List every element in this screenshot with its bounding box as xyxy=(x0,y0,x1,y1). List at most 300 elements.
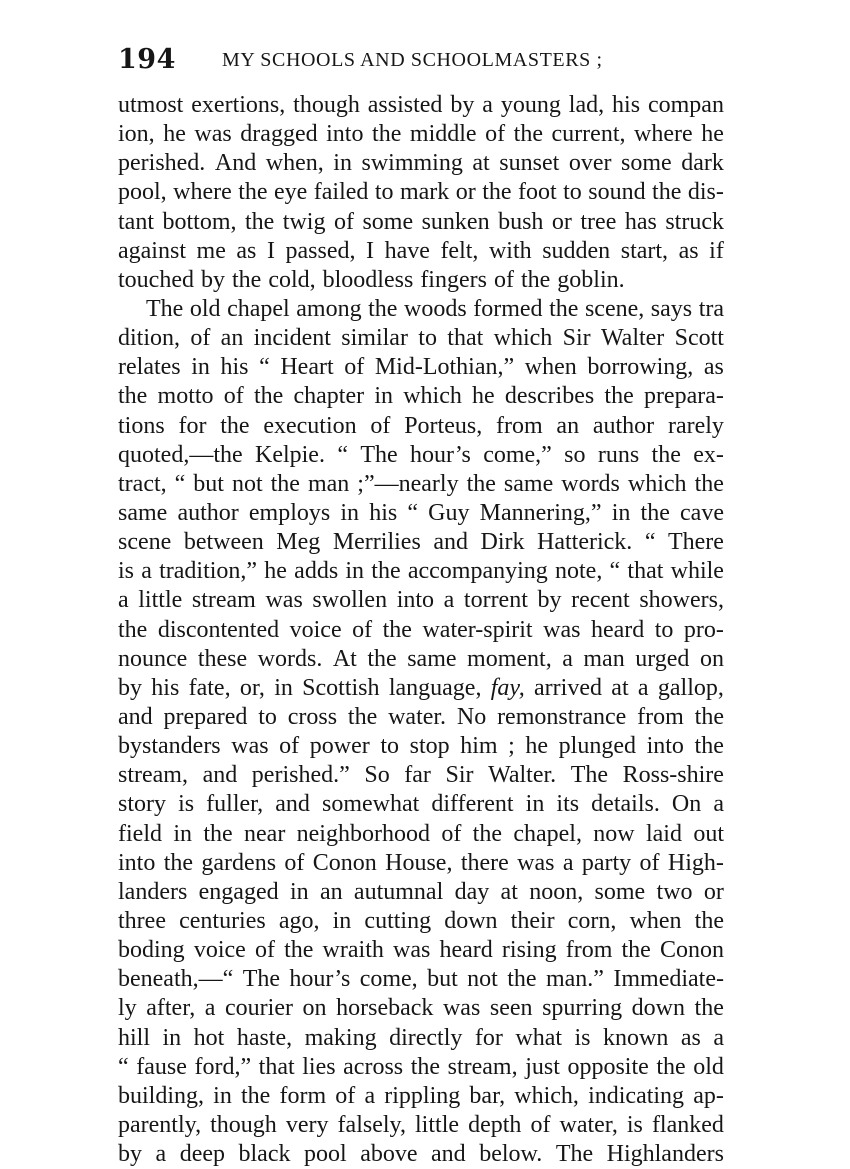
text-word: scene xyxy=(118,529,172,556)
text-word: where xyxy=(634,121,693,148)
text-word: over xyxy=(568,150,612,177)
text-word: at xyxy=(611,674,629,701)
text-word: noon, xyxy=(529,878,584,905)
text-word: have xyxy=(384,237,430,264)
text-word: engaged xyxy=(198,878,279,905)
text-word: into xyxy=(646,733,684,760)
text-word: party xyxy=(581,849,632,876)
text-word: chapel xyxy=(227,295,290,322)
text-word: there xyxy=(460,849,509,876)
text-word: far xyxy=(404,762,431,789)
text-word: of xyxy=(223,383,244,410)
text-word: when xyxy=(629,907,682,934)
text-word: is xyxy=(178,791,195,818)
text-word: tra xyxy=(698,295,724,322)
text-word: of xyxy=(493,266,514,293)
text-word: Merrilies xyxy=(332,529,421,556)
text-word: voice xyxy=(289,616,342,643)
text-word: come, xyxy=(359,966,418,993)
text-word: Walter. xyxy=(488,762,557,789)
text-word: directly xyxy=(389,1024,463,1051)
text-word: ex- xyxy=(693,441,724,468)
text-word: and xyxy=(202,762,238,789)
text-word: very xyxy=(285,1111,329,1138)
text-word: pro- xyxy=(683,616,724,643)
text-word: indicating xyxy=(588,1082,685,1109)
text-word: the xyxy=(694,907,724,934)
text-word: after, xyxy=(146,995,196,1022)
text-word: stream, xyxy=(118,762,188,789)
text-word: which xyxy=(493,325,553,352)
text-word: for xyxy=(178,412,207,439)
text-line xyxy=(118,353,724,382)
text-word: he xyxy=(525,733,549,760)
text-word: similar xyxy=(341,325,408,352)
text-word: of xyxy=(485,121,506,148)
text-word: says xyxy=(650,295,693,322)
text-word: rarely xyxy=(667,412,724,439)
text-word: the xyxy=(118,616,148,643)
text-word: ; xyxy=(508,733,515,760)
text-word: the xyxy=(410,1053,441,1080)
text-word: the xyxy=(382,616,412,643)
text-word: ago, xyxy=(278,907,320,934)
text-word: bar, xyxy=(469,1082,506,1109)
text-word: sound xyxy=(588,179,646,206)
text-word: their xyxy=(510,907,555,934)
text-word: tree xyxy=(580,208,617,235)
text-word: quoted,—the xyxy=(118,441,243,468)
text-word: the xyxy=(231,266,262,293)
text-line xyxy=(118,208,724,237)
text-word: that xyxy=(258,1053,295,1080)
text-word: current, xyxy=(551,121,626,148)
text-word: the xyxy=(284,937,314,964)
text-word: by xyxy=(118,674,142,701)
text-word: Sir xyxy=(562,325,591,352)
text-line xyxy=(118,120,724,149)
text-word: of xyxy=(333,208,354,235)
text-word: incident xyxy=(253,325,331,352)
text-word: discontented xyxy=(157,616,280,643)
text-word: formed xyxy=(473,295,543,322)
text-word: sunset xyxy=(499,150,560,177)
text-word: was xyxy=(442,995,481,1022)
text-word: which, xyxy=(514,1082,579,1109)
text-word: when, xyxy=(265,150,324,177)
text-word: to xyxy=(258,703,277,730)
text-word: tract, xyxy=(118,470,167,497)
text-word: rippling xyxy=(384,1082,461,1109)
text-word: somewhat xyxy=(322,791,420,818)
text-word: ;”—nearly xyxy=(357,470,459,497)
text-word: perished.” xyxy=(251,762,350,789)
text-word: that xyxy=(627,558,664,585)
text-word: plunged xyxy=(558,733,636,760)
text-word: language, xyxy=(388,674,482,701)
text-word: he xyxy=(163,121,186,148)
text-word: courier xyxy=(225,995,293,1022)
text-word: seen xyxy=(489,995,533,1022)
text-word: touched xyxy=(118,266,194,293)
text-line xyxy=(118,936,724,965)
text-word: “ xyxy=(174,470,186,497)
text-word: of xyxy=(530,1111,551,1138)
text-word: stream, xyxy=(447,1053,518,1080)
text-word: employs xyxy=(248,499,331,526)
text-word: middle xyxy=(409,121,477,148)
text-word: to xyxy=(380,733,400,760)
text-word: motto xyxy=(157,383,214,410)
text-word: Guy xyxy=(428,499,470,526)
text-word: above xyxy=(360,1141,418,1168)
page-number: 194 xyxy=(118,44,176,75)
text-word: “ xyxy=(259,354,270,381)
text-word: different xyxy=(431,791,514,818)
text-word: the xyxy=(694,733,724,760)
text-word: torrent xyxy=(463,587,528,614)
text-word: is xyxy=(118,558,135,585)
text-word: There xyxy=(667,529,724,556)
text-word: the xyxy=(652,179,682,206)
text-word: to xyxy=(418,325,437,352)
text-word: Highlanders xyxy=(606,1141,724,1168)
text-word: of xyxy=(352,616,373,643)
text-word: neighborhood xyxy=(296,820,430,847)
text-word: eye xyxy=(274,179,308,206)
text-word: and xyxy=(118,703,153,730)
text-word: me xyxy=(196,237,226,264)
text-word: cross xyxy=(287,703,338,730)
text-word: dition, xyxy=(118,325,181,352)
text-word: and xyxy=(431,1141,466,1168)
text-word: the xyxy=(520,266,551,293)
text-word: same xyxy=(503,470,554,497)
text-word: was xyxy=(393,937,431,964)
text-word: boding xyxy=(118,937,185,964)
text-word: its xyxy=(556,791,580,818)
text-word: or xyxy=(455,179,476,206)
text-word: The xyxy=(570,762,609,789)
text-word: the xyxy=(347,703,378,730)
text-word: corn, xyxy=(567,907,617,934)
text-word: down xyxy=(444,907,498,934)
text-word: man.” xyxy=(545,966,604,993)
text-word: a xyxy=(562,645,573,672)
text-word: The xyxy=(242,966,280,993)
text-word: building, xyxy=(118,1082,205,1109)
text-line xyxy=(118,1111,724,1140)
text-word: in xyxy=(289,878,309,905)
text-word: little xyxy=(415,1111,460,1138)
text-word: for xyxy=(474,1024,503,1051)
text-word: in xyxy=(340,499,360,526)
text-line xyxy=(118,1024,724,1053)
text-word: same xyxy=(118,499,168,526)
text-word: between xyxy=(183,529,264,556)
text-word: the xyxy=(694,470,724,497)
text-word: fingers xyxy=(420,266,487,293)
text-word: man xyxy=(307,470,350,497)
text-word: flanked xyxy=(651,1111,724,1138)
text-word: rising xyxy=(501,937,557,964)
text-word: haste, xyxy=(236,1024,293,1051)
text-word: ion, xyxy=(118,121,155,148)
text-word: tradition,” xyxy=(159,558,258,585)
text-line xyxy=(118,237,724,266)
text-word: water. xyxy=(388,703,447,730)
text-word: note, xyxy=(555,558,603,585)
text-word: a xyxy=(155,1141,167,1168)
text-line xyxy=(118,382,724,411)
text-word: Kelpie. xyxy=(254,441,325,468)
text-word: the xyxy=(118,383,148,410)
text-word: So xyxy=(364,762,390,789)
text-word: little xyxy=(138,587,183,614)
text-word: High- xyxy=(667,849,724,876)
text-word: Mid-Lothian,” xyxy=(374,354,515,381)
text-word: in xyxy=(345,558,365,585)
text-word: and xyxy=(433,529,468,556)
text-line xyxy=(118,586,724,615)
text-word: words. xyxy=(257,645,323,672)
text-word: the xyxy=(482,179,512,206)
text-word: bystanders xyxy=(118,733,221,760)
text-word: as xyxy=(703,354,724,381)
text-word: Dirk xyxy=(480,529,525,556)
text-word: spurring xyxy=(542,995,623,1022)
text-word: an xyxy=(319,878,343,905)
text-word: “ xyxy=(407,499,418,526)
text-word: Ross-shire xyxy=(622,762,724,789)
text-word: foot xyxy=(517,179,557,206)
text-word: his xyxy=(369,499,398,526)
text-word: was xyxy=(194,121,232,148)
text-word: a xyxy=(713,791,724,818)
text-word: against xyxy=(118,237,186,264)
text-word: depth xyxy=(468,1111,522,1138)
text-word: the xyxy=(621,937,651,964)
text-word: the xyxy=(507,966,537,993)
text-word: mark xyxy=(399,179,450,206)
text-line xyxy=(118,470,724,499)
text-word: prepara- xyxy=(643,383,724,410)
text-word: hour’s xyxy=(409,441,471,468)
text-line xyxy=(118,849,724,878)
text-word: he xyxy=(701,121,724,148)
text-word: utmost xyxy=(118,92,184,118)
text-word: from xyxy=(565,937,613,964)
text-word: young xyxy=(500,92,561,118)
text-word: the xyxy=(549,295,579,322)
text-word: if xyxy=(709,237,724,264)
text-word: fause xyxy=(136,1053,187,1080)
text-line xyxy=(118,441,724,470)
text-word: start, xyxy=(620,237,669,264)
text-word: swimming xyxy=(361,150,463,177)
text-word: fate, xyxy=(188,674,231,701)
text-word: a xyxy=(713,1024,724,1051)
text-word: the xyxy=(368,295,398,322)
text-word: an xyxy=(220,325,244,352)
text-word: passed, xyxy=(285,237,356,264)
text-line xyxy=(118,820,724,849)
text-word: the xyxy=(163,849,194,876)
text-word: centuries xyxy=(179,907,266,934)
running-title: MY SCHOOLS AND SCHOOLMASTERS ; xyxy=(222,49,603,71)
text-word: tions xyxy=(118,412,165,439)
text-word: fay, xyxy=(490,674,525,701)
text-word: the xyxy=(604,383,634,410)
text-word: “ xyxy=(118,1053,129,1080)
text-word: voice xyxy=(193,937,246,964)
text-word: The xyxy=(146,295,184,322)
text-word: the xyxy=(466,470,496,497)
text-word: known xyxy=(603,1024,669,1051)
text-word: wraith xyxy=(322,937,384,964)
text-word: The xyxy=(555,1141,594,1168)
text-word: he xyxy=(472,383,495,410)
text-word: out xyxy=(693,820,724,847)
text-word: some xyxy=(594,878,646,905)
text-word: cold, xyxy=(268,266,316,293)
text-word: the xyxy=(241,1082,271,1109)
text-word: of xyxy=(344,354,365,381)
text-word: the xyxy=(371,558,401,585)
text-word: remonstrance xyxy=(497,703,627,730)
text-word: showers, xyxy=(639,587,724,614)
text-word: urged xyxy=(635,645,690,672)
text-line xyxy=(118,878,724,907)
text-word: stream xyxy=(191,587,256,614)
text-word: details. xyxy=(591,791,660,818)
text-word: the xyxy=(220,412,250,439)
text-word: execution xyxy=(263,412,357,439)
text-word: On xyxy=(671,791,702,818)
text-word: form xyxy=(279,1082,327,1109)
text-line xyxy=(118,557,724,586)
text-word: moment, xyxy=(467,645,552,672)
text-word: making xyxy=(304,1024,377,1051)
text-word: assisted xyxy=(367,92,443,118)
text-word: near xyxy=(244,820,286,847)
text-word: Conon xyxy=(659,937,724,964)
text-line xyxy=(118,149,724,178)
text-line xyxy=(118,178,724,207)
text-line xyxy=(118,965,724,994)
text-word: of xyxy=(441,820,462,847)
text-word: author xyxy=(177,499,239,526)
text-word: he xyxy=(264,558,287,585)
text-word: I xyxy=(266,237,275,264)
text-word: At xyxy=(332,645,357,672)
text-word: dis- xyxy=(687,179,724,206)
text-word: twig xyxy=(282,208,326,235)
text-word: or xyxy=(551,208,572,235)
text-word: has xyxy=(624,208,657,235)
running-head xyxy=(118,43,724,77)
text-word: ford,” xyxy=(194,1053,252,1080)
text-word: beneath,—“ xyxy=(118,966,234,993)
text-word: not xyxy=(467,966,498,993)
text-word: the xyxy=(694,995,724,1022)
text-word: that xyxy=(447,325,484,352)
text-word: Immediate- xyxy=(613,966,724,993)
text-line xyxy=(118,645,724,674)
text-word: of xyxy=(284,849,305,876)
text-word: a xyxy=(562,849,574,876)
text-word: is xyxy=(626,1111,643,1138)
text-word: Meg xyxy=(276,529,321,556)
text-word: but xyxy=(193,470,224,497)
text-word: not xyxy=(231,470,263,497)
text-word: to xyxy=(654,616,674,643)
text-word: “ xyxy=(644,529,656,556)
text-word: or, xyxy=(239,674,265,701)
text-word: old xyxy=(189,295,221,322)
text-word: Walter xyxy=(600,325,665,352)
text-word: exertions, xyxy=(191,92,286,118)
text-word: the xyxy=(640,499,670,526)
text-word: with xyxy=(488,237,532,264)
text-word: by xyxy=(118,1141,142,1168)
text-word: day xyxy=(454,878,490,905)
text-word: three xyxy=(118,907,166,934)
text-word: the xyxy=(513,121,543,148)
text-word: cave xyxy=(680,499,724,526)
text-word: was xyxy=(517,849,555,876)
text-word: from xyxy=(637,703,684,730)
text-word: And xyxy=(214,150,257,177)
text-word: but xyxy=(427,966,458,993)
text-word: in xyxy=(374,383,393,410)
text-word: heard xyxy=(590,616,645,643)
text-word: gardens xyxy=(201,849,277,876)
text-word: pool, xyxy=(118,179,167,206)
text-word: a xyxy=(364,1082,376,1109)
text-word: autumnal xyxy=(353,878,444,905)
text-word: him xyxy=(460,733,498,760)
text-word: the xyxy=(651,441,681,468)
text-word: Conon xyxy=(312,849,377,876)
text-word: at xyxy=(500,878,518,905)
text-word: his xyxy=(151,674,180,701)
text-word: The xyxy=(360,441,398,468)
text-word: dark xyxy=(681,150,724,177)
text-word: where xyxy=(173,179,232,206)
text-word: heard xyxy=(439,937,493,964)
text-word: bottom, xyxy=(162,208,237,235)
text-word: laid xyxy=(645,820,682,847)
text-word: I xyxy=(366,237,375,264)
text-word: an xyxy=(556,412,580,439)
text-word: in xyxy=(173,820,192,847)
text-word: his xyxy=(612,92,641,118)
text-word: of xyxy=(190,325,211,352)
text-word: among xyxy=(296,295,362,322)
text-word: relates xyxy=(118,354,181,381)
text-word: swollen xyxy=(312,587,388,614)
text-word: cutting xyxy=(364,907,432,934)
text-word: in xyxy=(611,499,631,526)
text-word: black xyxy=(238,1141,291,1168)
text-word: was xyxy=(265,587,303,614)
text-word: horseback xyxy=(336,995,434,1022)
body-text xyxy=(118,91,724,1169)
text-word: of xyxy=(639,849,660,876)
text-word: in xyxy=(333,150,352,177)
text-word: landers xyxy=(118,878,188,905)
